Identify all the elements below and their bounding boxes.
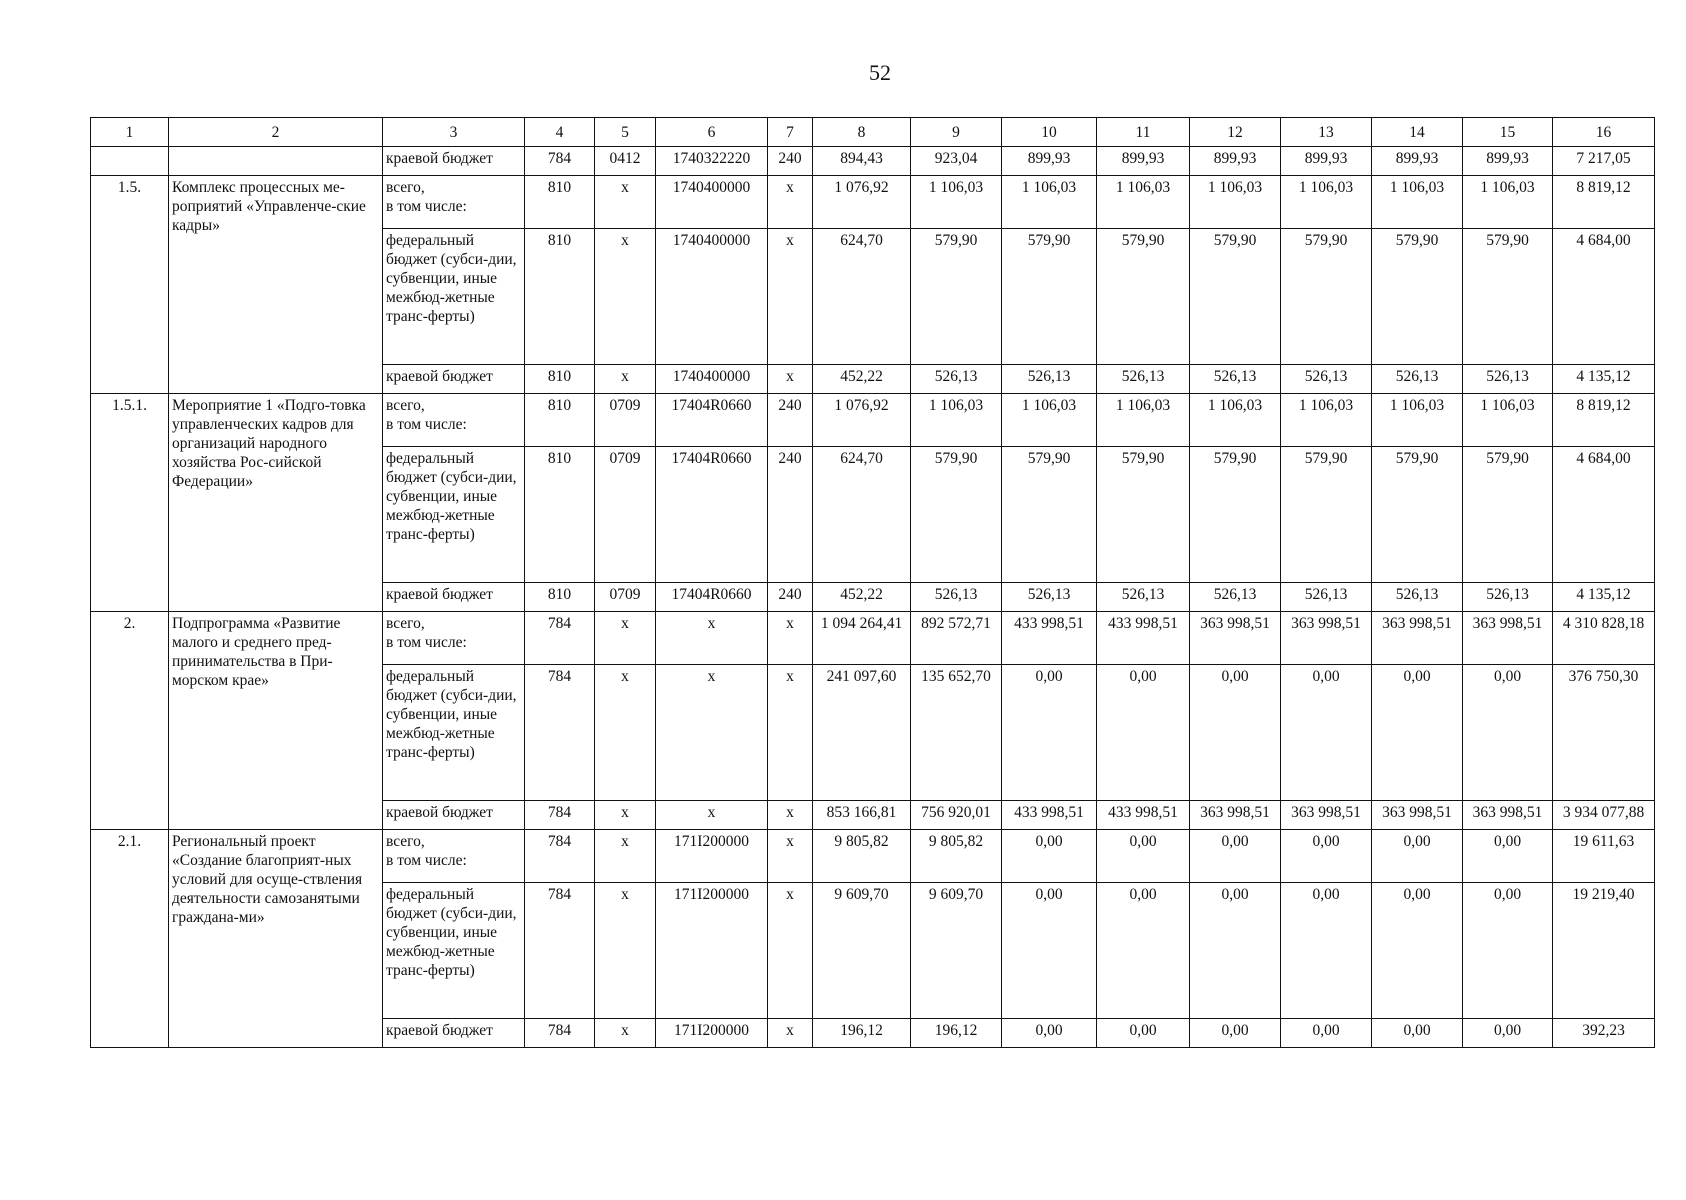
budget-code: 17404R0660 [656, 583, 768, 612]
table-row [91, 147, 1655, 176]
amount-cell: 363 998,51 [1281, 612, 1372, 665]
amount-cell: 526,13 [1463, 365, 1553, 394]
amount-cell: 899,93 [1190, 147, 1281, 176]
column-header: 11 [1097, 118, 1190, 147]
amount-cell: 4 684,00 [1553, 229, 1655, 365]
amount-cell: 0,00 [1002, 883, 1097, 1019]
column-header: 8 [813, 118, 911, 147]
column-header: 16 [1553, 118, 1655, 147]
amount-cell: 579,90 [911, 229, 1002, 365]
amount-cell: 526,13 [1190, 583, 1281, 612]
amount-cell: 579,90 [1190, 447, 1281, 583]
budget-code: 784 [525, 1019, 595, 1048]
budget-code: 171I200000 [656, 883, 768, 1019]
amount-cell: 1 106,03 [1463, 176, 1553, 229]
budget-code: 784 [525, 147, 595, 176]
amount-cell: 1 106,03 [1097, 394, 1190, 447]
amount-cell: 579,90 [1463, 229, 1553, 365]
amount-cell: 899,93 [1002, 147, 1097, 176]
amount-cell: 4 135,12 [1553, 365, 1655, 394]
amount-cell: 0,00 [1097, 665, 1190, 801]
amount-cell: 579,90 [1281, 447, 1372, 583]
budget-code: 810 [525, 176, 595, 229]
amount-cell: 1 106,03 [911, 394, 1002, 447]
item-name: Мероприятие 1 «Подго-товка управленческих кадров для организаций народного хозяйства Рос-сийской Федерации» [169, 394, 383, 612]
amount-cell: 0,00 [1281, 665, 1372, 801]
budget-code: x [595, 229, 656, 365]
budget-code: 0412 [595, 147, 656, 176]
amount-cell: 526,13 [1372, 583, 1463, 612]
amount-cell: 579,90 [1097, 229, 1190, 365]
funding-source: краевой бюджет [383, 147, 525, 176]
column-header: 1 [91, 118, 169, 147]
amount-cell: 0,00 [1463, 1019, 1553, 1048]
column-header: 4 [525, 118, 595, 147]
budget-code: 810 [525, 583, 595, 612]
table-row [91, 830, 1655, 883]
amount-cell: 756 920,01 [911, 801, 1002, 830]
amount-cell: 0,00 [1190, 1019, 1281, 1048]
amount-cell: 894,43 [813, 147, 911, 176]
amount-cell: 579,90 [1372, 447, 1463, 583]
amount-cell: 0,00 [1190, 883, 1281, 1019]
amount-cell: 0,00 [1097, 1019, 1190, 1048]
amount-cell: 196,12 [813, 1019, 911, 1048]
amount-cell: 0,00 [1190, 830, 1281, 883]
amount-cell: 579,90 [1281, 229, 1372, 365]
amount-cell: 0,00 [1097, 830, 1190, 883]
table-row [91, 612, 1655, 665]
amount-cell: 579,90 [1463, 447, 1553, 583]
amount-cell: 433 998,51 [1002, 801, 1097, 830]
funding-source: федеральный бюджет (субси-дии, субвенции, иные межбюд-жетные транс-ферты) [383, 229, 525, 365]
amount-cell: 526,13 [1002, 583, 1097, 612]
amount-cell: 0,00 [1281, 883, 1372, 1019]
amount-cell: 4 310 828,18 [1553, 612, 1655, 665]
amount-cell: 3 934 077,88 [1553, 801, 1655, 830]
amount-cell: 452,22 [813, 583, 911, 612]
column-header: 5 [595, 118, 656, 147]
budget-code: x [768, 830, 813, 883]
amount-cell: 1 094 264,41 [813, 612, 911, 665]
budget-code: 0709 [595, 394, 656, 447]
budget-code: 17404R0660 [656, 447, 768, 583]
amount-cell: 0,00 [1463, 665, 1553, 801]
amount-cell: 0,00 [1372, 1019, 1463, 1048]
amount-cell: 9 805,82 [813, 830, 911, 883]
amount-cell: 1 106,03 [1281, 176, 1372, 229]
item-number [91, 147, 169, 176]
amount-cell: 1 076,92 [813, 394, 911, 447]
table-row [91, 176, 1655, 229]
amount-cell: 0,00 [1002, 665, 1097, 801]
amount-cell: 526,13 [1463, 583, 1553, 612]
amount-cell: 526,13 [911, 365, 1002, 394]
budget-code: x [768, 801, 813, 830]
budget-code: x [595, 1019, 656, 1048]
budget-code: 810 [525, 365, 595, 394]
item-number: 1.5.1. [91, 394, 169, 612]
budget-code: 240 [768, 394, 813, 447]
amount-cell: 9 805,82 [911, 830, 1002, 883]
amount-cell: 526,13 [1372, 365, 1463, 394]
item-name: Комплекс процессных ме-роприятий «Управленче-ские кадры» [169, 176, 383, 394]
budget-code: 0709 [595, 583, 656, 612]
budget-code: 1740400000 [656, 365, 768, 394]
amount-cell: 526,13 [1281, 583, 1372, 612]
amount-cell: 135 652,70 [911, 665, 1002, 801]
amount-cell: 1 106,03 [911, 176, 1002, 229]
budget-code: 17404R0660 [656, 394, 768, 447]
amount-cell: 241 097,60 [813, 665, 911, 801]
amount-cell: 19 611,63 [1553, 830, 1655, 883]
amount-cell: 363 998,51 [1372, 612, 1463, 665]
funding-source: федеральный бюджет (субси-дии, субвенции, иные межбюд-жетные транс-ферты) [383, 665, 525, 801]
amount-cell: 1 106,03 [1372, 176, 1463, 229]
budget-code: x [595, 883, 656, 1019]
amount-cell: 0,00 [1002, 1019, 1097, 1048]
funding-source: краевой бюджет [383, 365, 525, 394]
column-header: 14 [1372, 118, 1463, 147]
column-header: 10 [1002, 118, 1097, 147]
amount-cell: 1 076,92 [813, 176, 911, 229]
budget-code: 784 [525, 883, 595, 1019]
budget-code: x [595, 176, 656, 229]
amount-cell: 8 819,12 [1553, 176, 1655, 229]
amount-cell: 0,00 [1463, 830, 1553, 883]
amount-cell: 0,00 [1372, 665, 1463, 801]
amount-cell: 1 106,03 [1281, 394, 1372, 447]
amount-cell: 363 998,51 [1463, 612, 1553, 665]
budget-code: x [768, 1019, 813, 1048]
budget-code: 784 [525, 830, 595, 883]
page-number: 52 [869, 60, 891, 85]
amount-cell: 899,93 [1463, 147, 1553, 176]
budget-code: 810 [525, 447, 595, 583]
amount-cell: 526,13 [1097, 583, 1190, 612]
amount-cell: 0,00 [1281, 1019, 1372, 1048]
column-header: 7 [768, 118, 813, 147]
amount-cell: 392,23 [1553, 1019, 1655, 1048]
column-header: 13 [1281, 118, 1372, 147]
amount-cell: 579,90 [911, 447, 1002, 583]
budget-code: x [595, 365, 656, 394]
amount-cell: 363 998,51 [1281, 801, 1372, 830]
amount-cell: 624,70 [813, 447, 911, 583]
budget-code: 1740400000 [656, 229, 768, 365]
amount-cell: 0,00 [1372, 883, 1463, 1019]
item-number: 2.1. [91, 830, 169, 1048]
budget-code: 1740400000 [656, 176, 768, 229]
budget-code: x [768, 229, 813, 365]
table-body [91, 118, 1655, 1048]
amount-cell: 1 106,03 [1002, 176, 1097, 229]
budget-code: x [656, 801, 768, 830]
amount-cell: 4 135,12 [1553, 583, 1655, 612]
amount-cell: 0,00 [1190, 665, 1281, 801]
budget-code: 0709 [595, 447, 656, 583]
funding-source: краевой бюджет [383, 1019, 525, 1048]
budget-code: 1740322220 [656, 147, 768, 176]
amount-cell: 433 998,51 [1097, 612, 1190, 665]
budget-code: x [768, 883, 813, 1019]
item-name: Региональный проект «Создание благоприят-ных условий для осуще-ствления деятельности самозанятыми граждана-ми» [169, 830, 383, 1048]
amount-cell: 363 998,51 [1372, 801, 1463, 830]
budget-code: x [595, 665, 656, 801]
item-number: 2. [91, 612, 169, 830]
amount-cell: 0,00 [1097, 883, 1190, 1019]
column-header: 2 [169, 118, 383, 147]
amount-cell: 526,13 [1190, 365, 1281, 394]
amount-cell: 433 998,51 [1002, 612, 1097, 665]
amount-cell: 1 106,03 [1463, 394, 1553, 447]
amount-cell: 899,93 [1097, 147, 1190, 176]
amount-cell: 892 572,71 [911, 612, 1002, 665]
budget-table [90, 117, 1655, 1048]
budget-code: x [656, 665, 768, 801]
amount-cell: 452,22 [813, 365, 911, 394]
budget-code: x [768, 176, 813, 229]
funding-source: федеральный бюджет (субси-дии, субвенции, иные межбюд-жетные транс-ферты) [383, 447, 525, 583]
budget-code: 784 [525, 665, 595, 801]
amount-cell: 363 998,51 [1190, 612, 1281, 665]
funding-source: федеральный бюджет (субси-дии, субвенции, иные межбюд-жетные транс-ферты) [383, 883, 525, 1019]
amount-cell: 923,04 [911, 147, 1002, 176]
amount-cell: 9 609,70 [911, 883, 1002, 1019]
funding-source: краевой бюджет [383, 801, 525, 830]
item-name: Подпрограмма «Развитие малого и среднего пред-принимательства в При-морском крае» [169, 612, 383, 830]
funding-source: всего, в том числе: [383, 612, 525, 665]
amount-cell: 526,13 [911, 583, 1002, 612]
column-header: 6 [656, 118, 768, 147]
amount-cell: 899,93 [1281, 147, 1372, 176]
amount-cell: 9 609,70 [813, 883, 911, 1019]
budget-code: 240 [768, 147, 813, 176]
column-header: 12 [1190, 118, 1281, 147]
amount-cell: 579,90 [1097, 447, 1190, 583]
funding-source: всего, в том числе: [383, 394, 525, 447]
amount-cell: 1 106,03 [1372, 394, 1463, 447]
amount-cell: 376 750,30 [1553, 665, 1655, 801]
amount-cell: 624,70 [813, 229, 911, 365]
amount-cell: 433 998,51 [1097, 801, 1190, 830]
budget-code: x [595, 612, 656, 665]
amount-cell: 526,13 [1002, 365, 1097, 394]
amount-cell: 0,00 [1281, 830, 1372, 883]
budget-code: x [595, 830, 656, 883]
item-name [169, 147, 383, 176]
table-row [91, 394, 1655, 447]
budget-code: 240 [768, 447, 813, 583]
amount-cell: 579,90 [1372, 229, 1463, 365]
amount-cell: 7 217,05 [1553, 147, 1655, 176]
amount-cell: 0,00 [1002, 830, 1097, 883]
funding-source: краевой бюджет [383, 583, 525, 612]
budget-code: x [656, 612, 768, 665]
amount-cell: 579,90 [1002, 229, 1097, 365]
amount-cell: 4 684,00 [1553, 447, 1655, 583]
budget-code: 171I200000 [656, 1019, 768, 1048]
funding-source: всего, в том числе: [383, 176, 525, 229]
amount-cell: 1 106,03 [1190, 176, 1281, 229]
header-row [91, 118, 1655, 147]
amount-cell: 579,90 [1190, 229, 1281, 365]
amount-cell: 363 998,51 [1190, 801, 1281, 830]
budget-code: x [595, 801, 656, 830]
amount-cell: 853 166,81 [813, 801, 911, 830]
budget-code: 784 [525, 801, 595, 830]
amount-cell: 526,13 [1281, 365, 1372, 394]
amount-cell: 363 998,51 [1463, 801, 1553, 830]
column-header: 9 [911, 118, 1002, 147]
amount-cell: 196,12 [911, 1019, 1002, 1048]
column-header: 3 [383, 118, 525, 147]
amount-cell: 1 106,03 [1002, 394, 1097, 447]
amount-cell: 899,93 [1372, 147, 1463, 176]
budget-code: x [768, 665, 813, 801]
amount-cell: 1 106,03 [1190, 394, 1281, 447]
column-header: 15 [1463, 118, 1553, 147]
amount-cell: 19 219,40 [1553, 883, 1655, 1019]
amount-cell: 8 819,12 [1553, 394, 1655, 447]
budget-code: 784 [525, 612, 595, 665]
budget-code: 810 [525, 394, 595, 447]
budget-code: 240 [768, 583, 813, 612]
budget-code: 810 [525, 229, 595, 365]
budget-code: 171I200000 [656, 830, 768, 883]
funding-source: всего, в том числе: [383, 830, 525, 883]
amount-cell: 0,00 [1372, 830, 1463, 883]
amount-cell: 1 106,03 [1097, 176, 1190, 229]
amount-cell: 579,90 [1002, 447, 1097, 583]
budget-code: x [768, 365, 813, 394]
item-number: 1.5. [91, 176, 169, 394]
amount-cell: 526,13 [1097, 365, 1190, 394]
amount-cell: 0,00 [1463, 883, 1553, 1019]
budget-code: x [768, 612, 813, 665]
